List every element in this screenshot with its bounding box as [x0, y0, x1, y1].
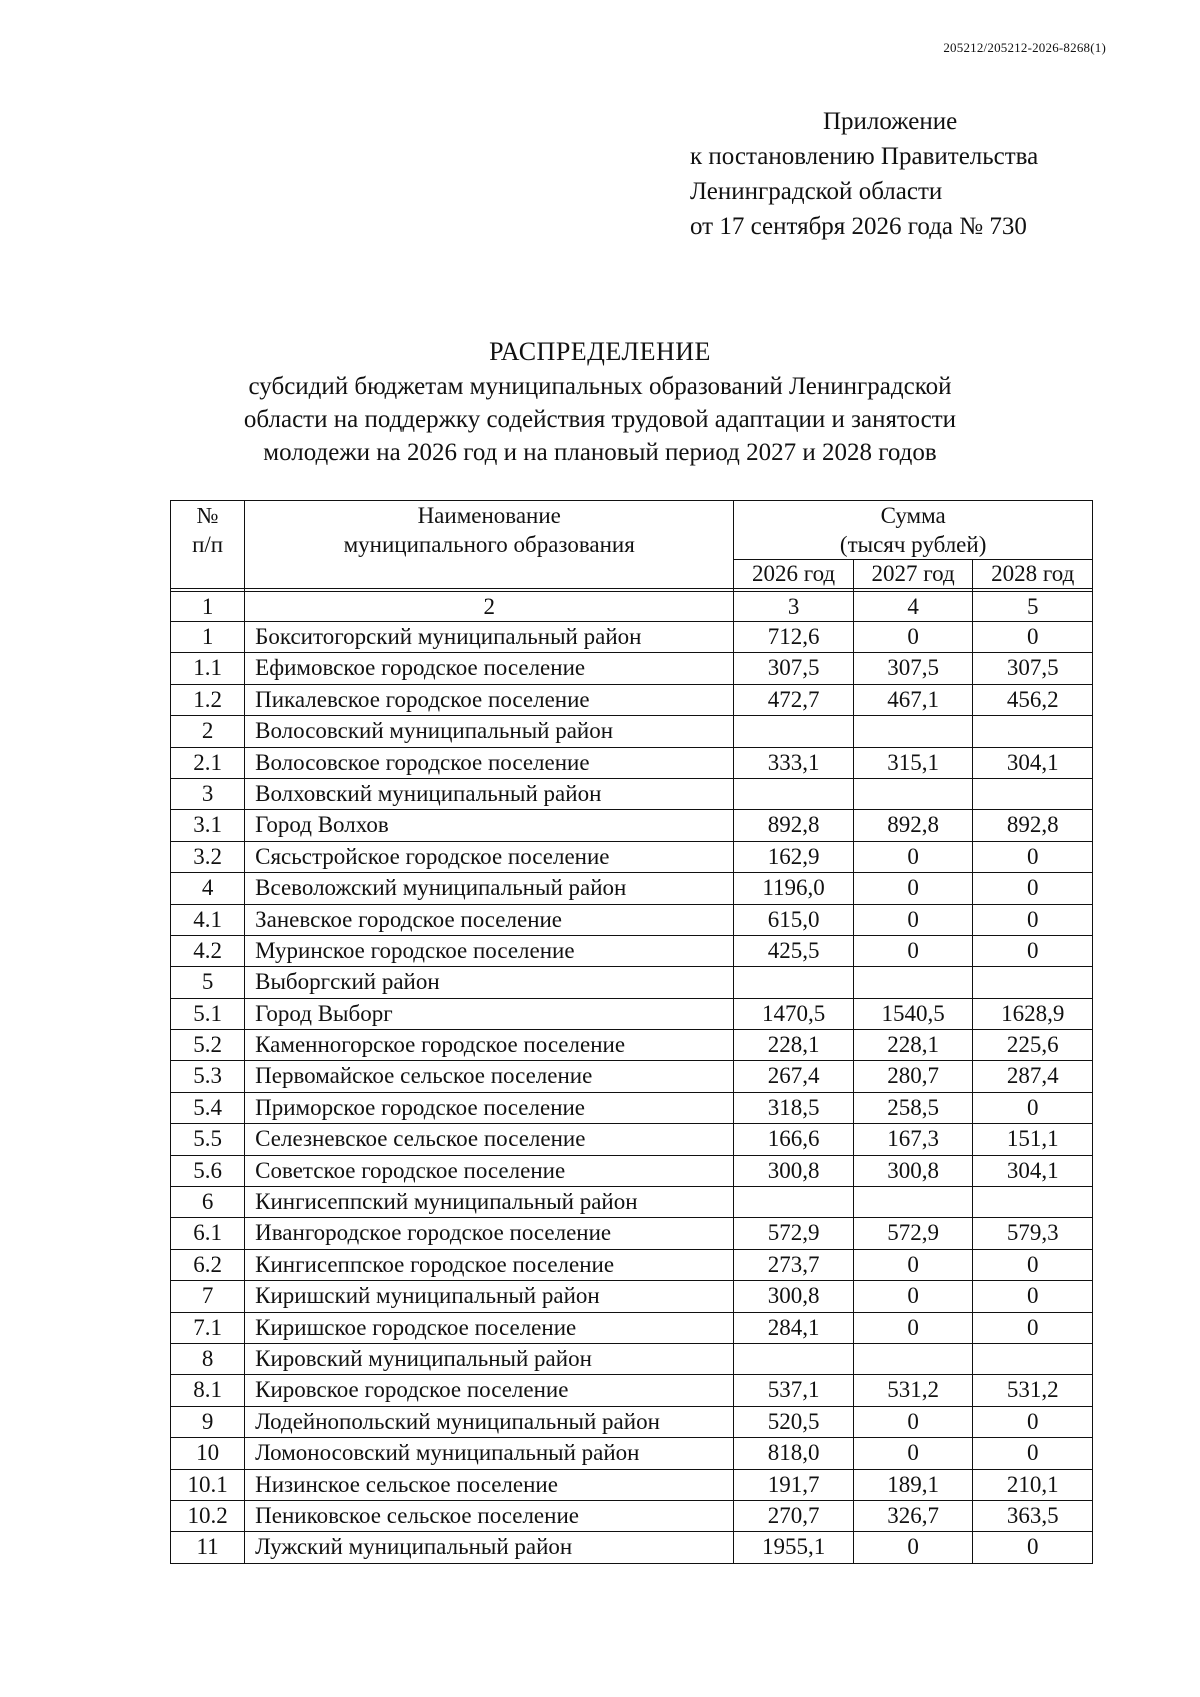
- row-value-2028: 456,2: [973, 684, 1093, 715]
- row-value-2026: 300,8: [734, 1155, 854, 1186]
- table-row: [171, 841, 1093, 872]
- row-name: Лодейнопольский муниципальный район: [245, 1406, 734, 1437]
- row-name: Муринское городское поселение: [245, 935, 734, 966]
- row-value-2027: 531,2: [853, 1375, 973, 1406]
- row-num: 1.1: [171, 653, 245, 684]
- row-name: Волосовский муниципальный район: [245, 716, 734, 747]
- row-value-2027: 892,8: [853, 810, 973, 841]
- row-name: Первомайское сельское поселение: [245, 1061, 734, 1092]
- row-value-2027: 228,1: [853, 1030, 973, 1061]
- row-name: Город Волхов: [245, 810, 734, 841]
- row-num: 5.3: [171, 1061, 245, 1092]
- table-row: [171, 1469, 1093, 1500]
- row-value-2027: 280,7: [853, 1061, 973, 1092]
- row-num: 5.5: [171, 1124, 245, 1155]
- row-value-2028: 307,5: [973, 653, 1093, 684]
- row-value-2026: 162,9: [734, 841, 854, 872]
- row-name: Волосовское городское поселение: [245, 747, 734, 778]
- header-year-2026: 2026 год: [734, 560, 854, 589]
- row-name: Бокситогорский муниципальный район: [245, 622, 734, 653]
- table-row: [171, 998, 1093, 1029]
- subtitle-line: молодежи на 2026 год и на плановый период 2027 и 2028 годов: [263, 439, 937, 466]
- row-num: 3.2: [171, 841, 245, 872]
- row-num: 5.2: [171, 1030, 245, 1061]
- row-value-2028: [973, 1187, 1093, 1218]
- table-row: [171, 1281, 1093, 1312]
- row-name: Пикалевское городское поселение: [245, 684, 734, 715]
- appendix-line: от 17 сентября 2026 года № 730: [690, 213, 1027, 240]
- row-value-2027: [853, 716, 973, 747]
- row-value-2026: 472,7: [734, 684, 854, 715]
- row-value-2028: 0: [973, 622, 1093, 653]
- row-value-2027: 0: [853, 1438, 973, 1469]
- row-value-2027: 258,5: [853, 1092, 973, 1123]
- column-index: 5: [973, 592, 1093, 622]
- row-value-2028: [973, 1343, 1093, 1374]
- row-value-2026: [734, 1187, 854, 1218]
- row-value-2028: 0: [973, 1438, 1093, 1469]
- table-row: [171, 684, 1093, 715]
- table-row: [171, 1343, 1093, 1374]
- header-year-2028: 2028 год: [973, 560, 1093, 589]
- header-name-line: муниципального образования: [343, 532, 635, 557]
- table-row: [171, 1092, 1093, 1123]
- table-row: [171, 747, 1093, 778]
- row-num: 5: [171, 967, 245, 998]
- row-name: Низинское сельское поселение: [245, 1469, 734, 1500]
- table-row: [171, 1249, 1093, 1280]
- row-value-2026: [734, 967, 854, 998]
- row-value-2027: 0: [853, 841, 973, 872]
- table-row: [171, 967, 1093, 998]
- header-num-line: №: [196, 503, 219, 528]
- row-value-2026: 572,9: [734, 1218, 854, 1249]
- row-value-2028: [973, 716, 1093, 747]
- row-value-2026: 191,7: [734, 1469, 854, 1500]
- row-name: Селезневское сельское поселение: [245, 1124, 734, 1155]
- row-value-2028: 531,2: [973, 1375, 1093, 1406]
- row-value-2027: [853, 1187, 973, 1218]
- row-name: Всеволожский муниципальный район: [245, 873, 734, 904]
- table-row: [171, 1061, 1093, 1092]
- header-sum-line: (тысяч рублей): [839, 532, 987, 557]
- row-value-2026: 307,5: [734, 653, 854, 684]
- row-value-2027: 0: [853, 1281, 973, 1312]
- subtitle-line: субсидий бюджетам муниципальных образований Ленинградской: [248, 373, 952, 400]
- row-value-2028: 0: [973, 1092, 1093, 1123]
- row-value-2028: 304,1: [973, 747, 1093, 778]
- row-value-2027: 1540,5: [853, 998, 973, 1029]
- row-value-2027: 0: [853, 1532, 973, 1563]
- row-value-2026: 1196,0: [734, 873, 854, 904]
- row-value-2027: 0: [853, 1312, 973, 1343]
- row-name: Киришский муниципальный район: [245, 1281, 734, 1312]
- row-name: Киришское городское поселение: [245, 1312, 734, 1343]
- row-value-2028: 225,6: [973, 1030, 1093, 1061]
- row-value-2026: 333,1: [734, 747, 854, 778]
- row-value-2027: 315,1: [853, 747, 973, 778]
- row-value-2027: [853, 967, 973, 998]
- row-name: Кировский муниципальный район: [245, 1343, 734, 1374]
- row-name: Кировское городское поселение: [245, 1375, 734, 1406]
- row-value-2026: [734, 716, 854, 747]
- row-value-2028: 151,1: [973, 1124, 1093, 1155]
- column-index: 1: [171, 592, 245, 622]
- title-block: [0, 333, 1200, 469]
- row-name: Приморское городское поселение: [245, 1092, 734, 1123]
- table-row: [171, 904, 1093, 935]
- row-num: 4.2: [171, 935, 245, 966]
- row-value-2028: 892,8: [973, 810, 1093, 841]
- table-row: [171, 1500, 1093, 1531]
- table-header: [171, 501, 1093, 592]
- row-num: 6.2: [171, 1249, 245, 1280]
- row-name: Каменногорское городское поселение: [245, 1030, 734, 1061]
- row-num: 5.6: [171, 1155, 245, 1186]
- row-value-2026: 1955,1: [734, 1532, 854, 1563]
- row-value-2028: [973, 778, 1093, 809]
- table-row: [171, 1030, 1093, 1061]
- row-num: 5.1: [171, 998, 245, 1029]
- row-value-2026: 318,5: [734, 1092, 854, 1123]
- table-row: [171, 1532, 1093, 1563]
- header-num-line: п/п: [192, 532, 224, 557]
- row-num: 3: [171, 778, 245, 809]
- row-num: 5.4: [171, 1092, 245, 1123]
- table-row: [171, 1187, 1093, 1218]
- row-value-2026: 228,1: [734, 1030, 854, 1061]
- row-num: 4.1: [171, 904, 245, 935]
- table-row: [171, 810, 1093, 841]
- row-value-2026: 284,1: [734, 1312, 854, 1343]
- row-num: 6: [171, 1187, 245, 1218]
- row-value-2026: 520,5: [734, 1406, 854, 1437]
- row-value-2026: 425,5: [734, 935, 854, 966]
- row-value-2028: 0: [973, 935, 1093, 966]
- row-value-2028: 0: [973, 904, 1093, 935]
- row-value-2026: 615,0: [734, 904, 854, 935]
- row-value-2028: 0: [973, 1312, 1093, 1343]
- row-name: Кингисеппское городское поселение: [245, 1249, 734, 1280]
- row-name: Лужский муниципальный район: [245, 1532, 734, 1563]
- table-row: [171, 1312, 1093, 1343]
- row-name: Заневское городское поселение: [245, 904, 734, 935]
- column-index: 2: [245, 592, 734, 622]
- row-name: Волховский муниципальный район: [245, 778, 734, 809]
- table-body: [171, 622, 1093, 1564]
- row-value-2026: 267,4: [734, 1061, 854, 1092]
- table-row: [171, 1155, 1093, 1186]
- row-value-2027: 300,8: [853, 1155, 973, 1186]
- row-value-2028: 0: [973, 873, 1093, 904]
- row-num: 7: [171, 1281, 245, 1312]
- row-name: Сясьстройское городское поселение: [245, 841, 734, 872]
- document-code: 205212/205212-2026-8268(1): [943, 40, 1106, 55]
- row-value-2028: 0: [973, 841, 1093, 872]
- row-name: Кингисеппский муниципальный район: [245, 1187, 734, 1218]
- column-index-row: [171, 592, 1093, 622]
- table-row: [171, 1438, 1093, 1469]
- row-name: Выборгский район: [245, 967, 734, 998]
- row-num: 2: [171, 716, 245, 747]
- row-num: 8: [171, 1343, 245, 1374]
- row-value-2028: 0: [973, 1249, 1093, 1280]
- table-row: [171, 1375, 1093, 1406]
- row-value-2027: 0: [853, 873, 973, 904]
- row-value-2027: 189,1: [853, 1469, 973, 1500]
- row-name: Ивангородское городское поселение: [245, 1218, 734, 1249]
- row-value-2026: 712,6: [734, 622, 854, 653]
- header-sum-line: Сумма: [880, 503, 946, 528]
- row-num: 9: [171, 1406, 245, 1437]
- row-value-2027: 167,3: [853, 1124, 973, 1155]
- row-value-2027: 0: [853, 935, 973, 966]
- row-value-2026: 537,1: [734, 1375, 854, 1406]
- row-name: Пениковское сельское поселение: [245, 1500, 734, 1531]
- row-value-2028: 0: [973, 1406, 1093, 1437]
- row-num: 1: [171, 622, 245, 653]
- header-num: [171, 501, 245, 589]
- header-sum: [734, 501, 1093, 560]
- row-value-2027: 307,5: [853, 653, 973, 684]
- table-row: [171, 935, 1093, 966]
- row-value-2028: 363,5: [973, 1500, 1093, 1531]
- row-value-2026: 270,7: [734, 1500, 854, 1531]
- table-row: [171, 873, 1093, 904]
- table-row: [171, 653, 1093, 684]
- row-value-2028: 210,1: [973, 1469, 1093, 1500]
- row-value-2027: 0: [853, 1249, 973, 1280]
- document-title: РАСПРЕДЕЛЕНИЕ: [489, 337, 711, 366]
- row-value-2027: 0: [853, 622, 973, 653]
- table-row: [171, 1218, 1093, 1249]
- row-value-2028: 0: [973, 1281, 1093, 1312]
- row-value-2027: 467,1: [853, 684, 973, 715]
- row-value-2026: 892,8: [734, 810, 854, 841]
- row-value-2027: [853, 1343, 973, 1374]
- column-index: 3: [734, 592, 854, 622]
- row-value-2028: 287,4: [973, 1061, 1093, 1092]
- row-value-2028: 0: [973, 1532, 1093, 1563]
- table-row: [171, 622, 1093, 653]
- row-value-2028: [973, 967, 1093, 998]
- row-value-2026: [734, 1343, 854, 1374]
- table-row: [171, 778, 1093, 809]
- row-num: 3.1: [171, 810, 245, 841]
- row-value-2027: 0: [853, 904, 973, 935]
- row-num: 8.1: [171, 1375, 245, 1406]
- row-num: 6.1: [171, 1218, 245, 1249]
- appendix-line: Ленинградской области: [690, 178, 943, 205]
- row-value-2026: 818,0: [734, 1438, 854, 1469]
- row-num: 2.1: [171, 747, 245, 778]
- row-num: 10: [171, 1438, 245, 1469]
- row-value-2026: 166,6: [734, 1124, 854, 1155]
- row-name: Советское городское поселение: [245, 1155, 734, 1186]
- column-index: 4: [853, 592, 973, 622]
- row-value-2027: 572,9: [853, 1218, 973, 1249]
- row-name: Ломоносовский муниципальный район: [245, 1438, 734, 1469]
- row-name: Ефимовское городское поселение: [245, 653, 734, 684]
- row-num: 4: [171, 873, 245, 904]
- header-name: [245, 501, 734, 589]
- row-num: 11: [171, 1532, 245, 1563]
- table-row: [171, 1124, 1093, 1155]
- row-num: 10.2: [171, 1500, 245, 1531]
- row-value-2026: [734, 778, 854, 809]
- subsidy-table: [170, 500, 1093, 1564]
- row-value-2027: 326,7: [853, 1500, 973, 1531]
- table-row: [171, 716, 1093, 747]
- row-value-2028: 304,1: [973, 1155, 1093, 1186]
- row-num: 7.1: [171, 1312, 245, 1343]
- appendix-block: [690, 104, 1038, 244]
- table-row: [171, 1406, 1093, 1437]
- appendix-line: к постановлению Правительства: [690, 143, 1039, 170]
- row-value-2027: [853, 778, 973, 809]
- row-num: 1.2: [171, 684, 245, 715]
- row-value-2026: 273,7: [734, 1249, 854, 1280]
- row-value-2027: 0: [853, 1406, 973, 1437]
- row-name: Город Выборг: [245, 998, 734, 1029]
- header-name-line: Наименование: [417, 503, 561, 528]
- row-value-2028: 1628,9: [973, 998, 1093, 1029]
- row-value-2026: 1470,5: [734, 998, 854, 1029]
- appendix-line: Приложение: [823, 108, 958, 135]
- header-year-2027: 2027 год: [853, 560, 973, 589]
- subtitle-line: области на поддержку содействия трудовой адаптации и занятости: [243, 406, 957, 433]
- row-value-2026: 300,8: [734, 1281, 854, 1312]
- row-num: 10.1: [171, 1469, 245, 1500]
- row-value-2028: 579,3: [973, 1218, 1093, 1249]
